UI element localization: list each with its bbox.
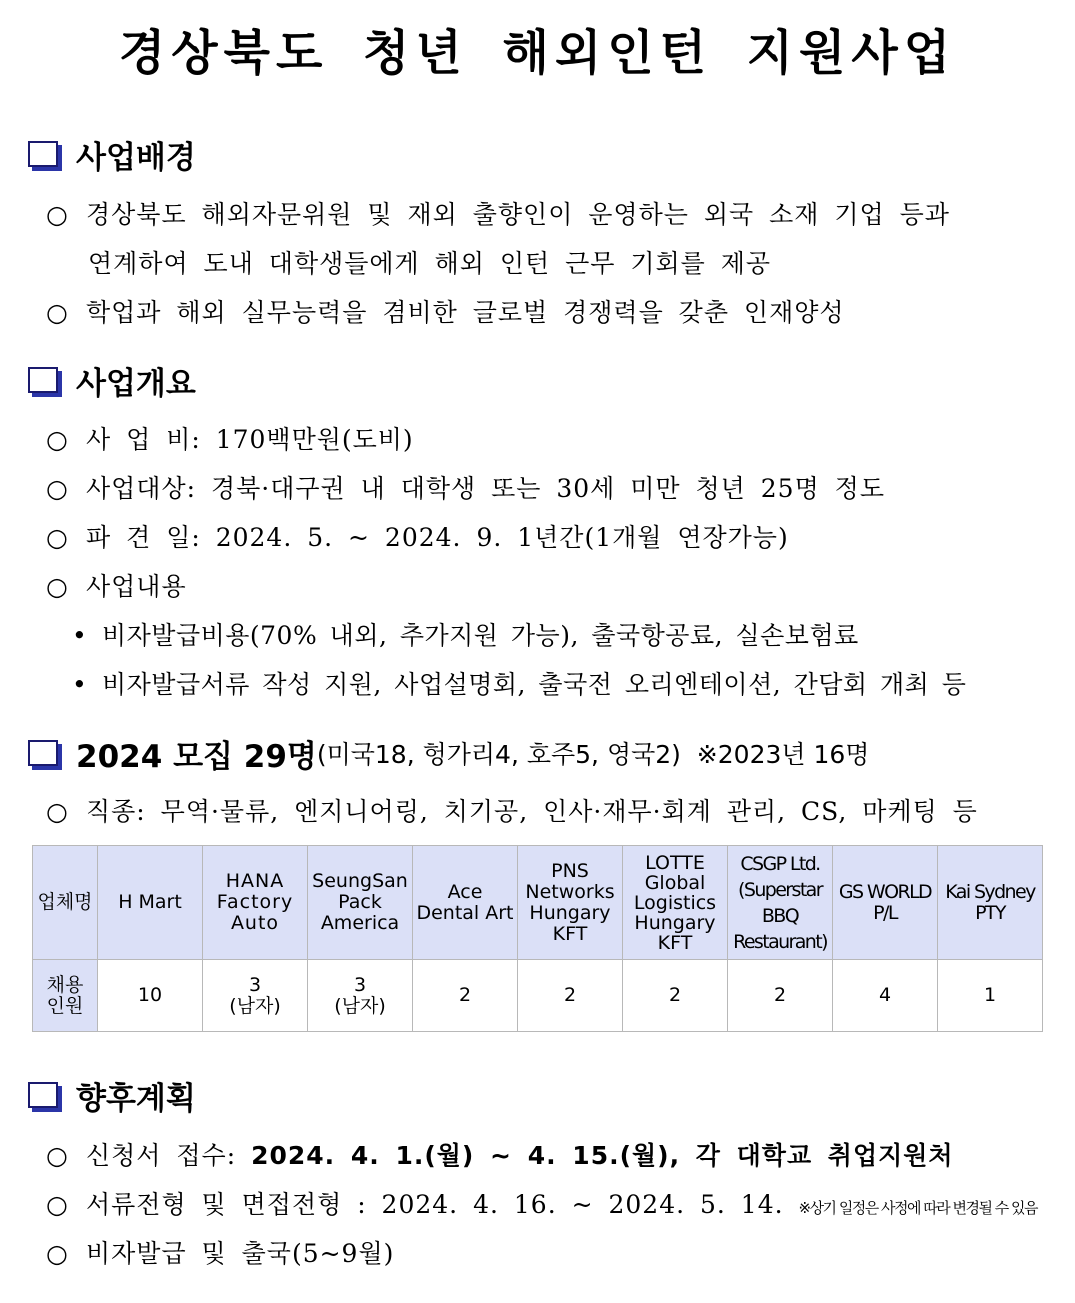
background-item-1-cont: 연계하여 도내 대학생들에게 해외 인턴 근무 기회를 제공 — [88, 249, 772, 278]
page-title: 경상북도 청년 해외인턴 지원사업 — [118, 25, 957, 81]
section-plan-heading — [28, 1075, 196, 1115]
company-name: PNS Networks Hungary KFT — [518, 846, 623, 960]
schedule-note: ※상기 일정은 사정에 따라 변경될 수 있음 — [798, 1199, 1038, 1217]
company-name: CSGP Ltd. (Superstar BBQ Restaurant) — [728, 846, 833, 960]
gender-note: (남자) — [229, 994, 281, 1017]
company-table — [32, 845, 1043, 1032]
hire-count: 4 — [833, 960, 938, 1032]
section-title: 사업개요 — [76, 365, 196, 402]
hire-count: 10 — [98, 960, 203, 1032]
company-name: Ace Dental Art — [413, 846, 518, 960]
section-overview-heading — [28, 360, 196, 400]
background-item-2: ○ 학업과 해외 실무능력을 겸비한 글로벌 경쟁력을 갖춘 인재양성 — [46, 298, 845, 327]
plan-item-application: ○ 신청서 접수: 2024. 4. 1.(월) ~ 4. 15.(월), 각 대학교 취업지원처 — [46, 1141, 954, 1170]
overview-bullet-2: • 비자발급서류 작성 지원, 사업설명회, 출국전 오리엔테이션, 간담회 개최 등 — [72, 670, 967, 699]
overview-item-content: ○ 사업내용 — [46, 572, 187, 601]
circle-bullet-icon: ○ — [46, 298, 69, 327]
hire-count: 3 (남자) — [308, 960, 413, 1032]
table-row — [33, 960, 1043, 1032]
circle-bullet-icon: ○ — [46, 1141, 69, 1170]
company-name: GS WORLD P/L — [833, 846, 938, 960]
circle-bullet-icon: ○ — [46, 1190, 69, 1219]
plan-item-screening: ○ 서류전형 및 면접전형 : 2024. 4. 16. ~ 2024. 5. 14. ※상기 일정은 사정에 따라 변경될 수 있음 — [46, 1190, 1038, 1219]
overview-bullet-1: • 비자발급비용(70% 내외, 추가지원 가능), 출국항공료, 실손보험료 — [72, 621, 859, 650]
section-recruit-heading — [28, 733, 869, 773]
checkbox-square-icon — [28, 141, 58, 167]
row-header-count: 채용 인원 — [33, 960, 98, 1032]
background-item-1: ○ 경상북도 해외자문위원 및 재외 출향인이 운영하는 외국 소재 기업 등과 — [46, 200, 950, 229]
checkbox-square-icon — [28, 367, 58, 393]
plan-item-visa: ○ 비자발급 및 출국(5~9월) — [46, 1239, 395, 1268]
overview-item-period: ○ 파 견 일: 2024. 5. ~ 2024. 9. 1년간(1개월 연장가능) — [46, 523, 789, 552]
company-name: LOTTE Global Logistics Hungary KFT — [623, 846, 728, 960]
section-background-heading — [28, 134, 196, 174]
hire-count: 3 (남자) — [203, 960, 308, 1032]
recruit-breakdown: (미국18, 헝가리4, 호주5, 영국2) ※2023년 16명 — [316, 740, 870, 769]
circle-bullet-icon: ○ — [46, 572, 69, 601]
overview-item-target: ○ 사업대상: 경북·대구권 내 대학생 또는 30세 미만 청년 25명 정도 — [46, 474, 885, 503]
company-name: H Mart — [98, 846, 203, 960]
checkbox-square-icon — [28, 1082, 58, 1108]
circle-bullet-icon: ○ — [46, 523, 69, 552]
overview-item-budget: ○ 사 업 비: 170백만원(도비) — [46, 425, 414, 454]
circle-bullet-icon: ○ — [46, 474, 69, 503]
circle-bullet-icon: ○ — [46, 1239, 69, 1268]
row-header-company: 업체명 — [33, 846, 98, 960]
circle-bullet-icon: ○ — [46, 425, 69, 454]
circle-bullet-icon: ○ — [46, 200, 69, 229]
dot-bullet-icon: • — [72, 670, 88, 699]
hire-count: 2 — [728, 960, 833, 1032]
recruit-jobs: ○ 직종: 무역·물류, 엔지니어링, 치기공, 인사·재무·회계 관리, CS, 마케팅 등 — [46, 797, 978, 826]
hire-count: 1 — [938, 960, 1043, 1032]
company-name: SeungSan Pack America — [308, 846, 413, 960]
checkbox-square-icon — [28, 740, 58, 766]
hire-count: 2 — [623, 960, 728, 1032]
section-title: 2024 모집 29명 — [76, 738, 317, 775]
section-title: 향후계획 — [76, 1080, 196, 1117]
company-name: Kai Sydney PTY — [938, 846, 1043, 960]
company-name: HANA Factory Auto — [203, 846, 308, 960]
hire-count: 2 — [413, 960, 518, 1032]
section-title: 사업배경 — [76, 139, 196, 176]
gender-note: (남자) — [334, 994, 386, 1017]
dot-bullet-icon: • — [72, 621, 88, 650]
hire-count: 2 — [518, 960, 623, 1032]
table-header-row — [33, 846, 1043, 960]
circle-bullet-icon: ○ — [46, 797, 69, 826]
